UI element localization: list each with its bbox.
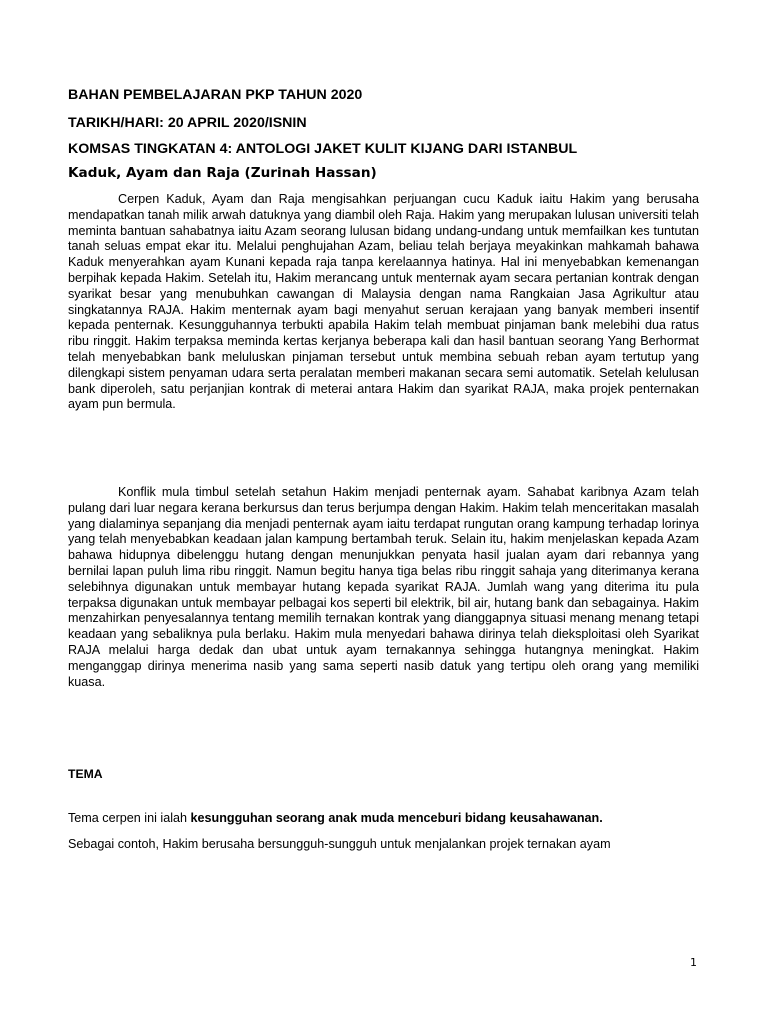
heading-tarikh-hari: TARIKH/HARI: 20 APRIL 2020/ISNIN — [68, 115, 307, 131]
synopsis-paragraph-2: Konflik mula timbul setelah setahun Hakim menjadi penternak ayam. Sahabat karibnya Azam telah pulang dari luar negara kerana berkursus dan terus berjumpa dengan Hakim. Hakim telah menceritakan masalah yang dialaminya sepanjang dia menjadi penternak ayam iaitu terdapat rungutan orang kampung terhadap lorinya yang telah menyebabkan keadaan jalan kampung bertambah teruk. Selain itu, hakim menjelaskan kepada Azam bahawa hidupnya dibelenggu hutang dengan menunjukkan penyata hasil jualan ayam dari rebannya yang bernilai lapan puluh lima ribu ringgit. Namun begitu hanya tiga belas ribu ringgit sahaja yang diterimanya kerana selebihnya digunakan untuk membayar hutang kepada syarikat RAJA. Jumlah wang yang diterima itu pula terpaksa digunakan untuk membayar pelbagai kos seperti bil elektrik, bil air, hutang bank dan sebagainya. Hakim menzahirkan penyesalannya tentang memilih ternakan kontrak yang dianggapnya situasi menang menang tetapi keadaan yang sebaliknya pula berlaku. Hakim mula menyedari bahawa dirinya telah dieksploitasi oleh Syarikat RAJA melalui harga dedak dan ubat untuk ayam ternakannya sehingga hutangnya meningkat. Hakim menganggap dirinya menerima nasib yang sama seperti nasib datuk yang tertipu oleh orang yang memiliki kuasa. — [68, 485, 699, 689]
section-label-tema: TEMA — [68, 767, 103, 781]
tema-sentence — [68, 811, 708, 825]
tema-sentence-prefix: Tema cerpen ini ialah — [68, 811, 191, 825]
synopsis-paragraph-1: Cerpen Kaduk, Ayam dan Raja mengisahkan perjuangan cucu Kaduk iaitu Hakim yang berusaha mendapatkan tanah milik arwah datuknya yang diambil oleh Raja. Hakim yang merupakan lulusan universiti telah meminta bantuan sahabatnya iaitu Azam seorang lulusan bidang undang-undang untuk memfailkan kes tuntutan tanah seluas empat ekar itu. Melalui penghujahan Azam, beliau telah berjaya meyakinkan mahkamah bahawa Kaduk menyerahkan ayam Kunani kepada raja tanpa kerelaannya hatinya. Hal ini menyebabkan kemenangan berpihak kepada Hakim. Setelah itu, Hakim merancang untuk menternak ayam secara pertanian kontrak dengan syarikat besar yang menubuhkan cawangan di Malaysia dengan nama Rangkaian Jasa Agrikultur atau singkatannya RAJA. Hakim menternak ayam bagi menyahut seruan kerajaan yang banyak memberi insentif kepada penternak. Kesungguhannya terbukti apabila Hakim telah membuat pinjaman bank melebihi dua ratus ribu ringgit. Hakim terpaksa meminda kertas kerjanya beberapa kali dan hasil bantuan seorang Yang Berhormat telah menyebabkan bank meluluskan pinjaman tersebut untuk membina sebuah reban ayam tertutup yang dilengkapi sistem penyaman udara serta peralatan memberi makanan secara semi automatik. Setelah kelulusan bank diperoleh, satu perjanjian kontrak di meterai antara Hakim dan syarikat RAJA, maka projek penternakan ayam pun bermula. — [68, 192, 699, 412]
heading-bahan-pembelajaran: BAHAN PEMBELAJARAN PKP TAHUN 2020 — [68, 87, 363, 103]
tema-example: Sebagai contoh, Hakim berusaha bersungguh-sungguh untuk menjalankan projek ternakan ayam — [68, 837, 611, 851]
page-number: 1 — [690, 956, 697, 969]
heading-story-title: Kaduk, Ayam dan Raja (Zurinah Hassan) — [68, 165, 377, 181]
heading-komsas: KOMSAS TINGKATAN 4: ANTOLOGI JAKET KULIT KIJANG DARI ISTANBUL — [68, 141, 578, 157]
tema-sentence-bold: kesungguhan seorang anak muda menceburi bidang keusahawanan. — [190, 811, 603, 825]
